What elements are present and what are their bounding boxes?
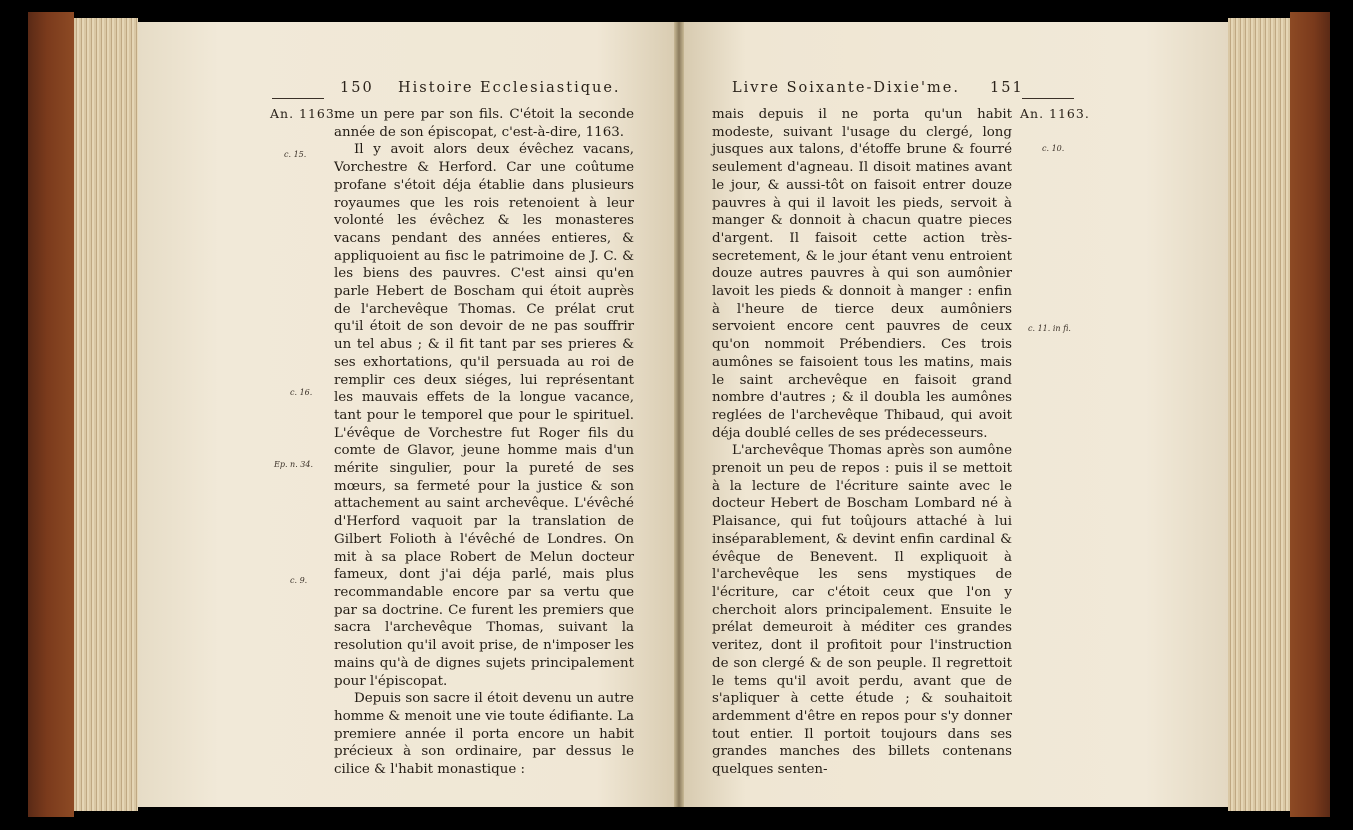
right-page-number: 151 bbox=[990, 80, 1024, 96]
right-page-body bbox=[712, 106, 1012, 779]
margin-rule-right bbox=[1022, 98, 1074, 99]
right-margin-year: An. 1163. bbox=[1020, 106, 1090, 121]
right-paragraph-2: L'archevêque Thomas après son aumône prenoit un peu de repos : puis il se mettoit à la lecture de l'écriture sainte avec le docteur Hebert de Boscham Lombard né à Plaisance, qui fut toûjours attaché à lui inséparablement, & devint enfin cardinal & évêque de Benevent. Il expliquoit à l'archevêque les sens mystiques de l'écriture, car c'étoit ceux que l'on y cherchoit alors principalement. Ensuite le prélat demeuroit à méditer ces grandes veritez, dont il profitoit pour l'instruction de son clergé & de son peuple. Il regrettoit le tems qu'il avoit perdu, avant que de s'apliquer à cette étude ; & souhaitoit ardemment d'être en repos pour s'y donner tout entier. Il portoit toujours dans ses grandes manches des billets contenans quelques senten- bbox=[712, 443, 1012, 778]
left-running-head: Histoire Ecclesiastique. bbox=[398, 80, 621, 96]
left-margin-note-1: c. 15. bbox=[284, 150, 307, 159]
right-page-edges bbox=[1228, 18, 1290, 811]
right-cover bbox=[1290, 12, 1330, 817]
right-margin-note-1: c. 10. bbox=[1042, 144, 1065, 153]
left-paragraph-3: Depuis son sacre il étoit devenu un autre homme & menoit une vie toute édifiante. La premiere année il porta encore un habit précieux à son ordinaire, par dessus le cilice & l'habit monastique : bbox=[334, 691, 634, 778]
left-page-number: 150 bbox=[340, 80, 374, 96]
margin-rule-left bbox=[272, 98, 324, 99]
left-page-edges bbox=[74, 18, 138, 811]
right-paragraph-1: mais depuis il ne porta qu'un habit modeste, suivant l'usage du clergé, long jusques aux talons, d'étoffe brune & fourré seulement d'agneau. Il disoit matines avant le jour, & aussi-tôt on faisoit entrer douze pauvres à qui il lavoit les pieds, servoit à manger & donnoit à chacun quatre pieces d'argent. Il faisoit cette action très-secretement, & le jour étant venu entroient douze autres pauvres à qui son aumônier lavoit les pieds & donnoit à manger : enfin à l'heure de tierce deux aumôniers servoient encore cent pauvres de ceux qu'on nommoit Prébendiers. Ces trois aumônes se faisoient tous les matins, mais le saint archevêque en faisoit grand nombre d'autres ; & il doubla les aumônes reglées de l'archevêque Thibaud, qui avoit déja doublé celles de ses prédecesseurs. bbox=[712, 107, 1012, 441]
left-cover bbox=[28, 12, 74, 817]
left-margin-note-3: Ep. n. 34. bbox=[274, 460, 314, 469]
left-page-body bbox=[334, 106, 634, 779]
left-margin-year: An. 1163. bbox=[270, 106, 340, 121]
right-running-head: Livre Soixante-Dixie'me. bbox=[732, 80, 960, 96]
open-book bbox=[28, 12, 1330, 817]
left-paragraph-2: Il y avoit alors deux évêchez vacans, Vorchestre & Herford. Car une coûtume profane s'étoit déja établie dans plusieurs royaumes que les rois retenoient à leur volonté les évêchez & les monasteres vacans pendant des années entieres, & appliquoient au fisc le patrimoine de J. C. & les biens des pauvres. C'est ainsi qu'en parle Hebert de Boscham qui étoit auprès de l'archevêque Thomas. Ce prélat crut qu'il étoit de son devoir de ne pas souffrir un tel abus ; & il fit tant par ses prieres & ses exhortations, qu'il persuada au roi de remplir ces deux siéges, lui représentant les mauvais effets de la longue vacance, tant pour le temporel que pour le spirituel. L'évêque de Vorchestre fut Roger fils du comte de Glavor, jeune homme mais d'un mérite singulier, pour la pureté de ses mœurs, sa fermeté pour la justice & son attachement au saint archevêque. L'évêché d'Herford vaquoit par la translation de Gilbert Folioth à l'évêché de Londres. On mit à sa place Robert de Melun docteur fameux, dont j'ai déja parlé, mais plus recommandable encore par sa vertu que par sa doctrine. Ce furent les premiers que sacra l'archevêque Thomas, suivant la resolution qu'il avoit prise, de n'imposer les mains qu'à de dignes sujets principalement pour l'épiscopat. bbox=[334, 142, 634, 689]
left-margin-note-4: c. 9. bbox=[290, 576, 308, 585]
left-margin-note-2: c. 16. bbox=[290, 388, 313, 397]
right-margin-note-2: c. 11. in fi. bbox=[1028, 324, 1071, 333]
left-paragraph-1: me un pere par son fils. C'étoit la seconde année de son épiscopat, c'est-à-dire, 1163. bbox=[334, 107, 634, 140]
book-gutter bbox=[674, 22, 684, 807]
